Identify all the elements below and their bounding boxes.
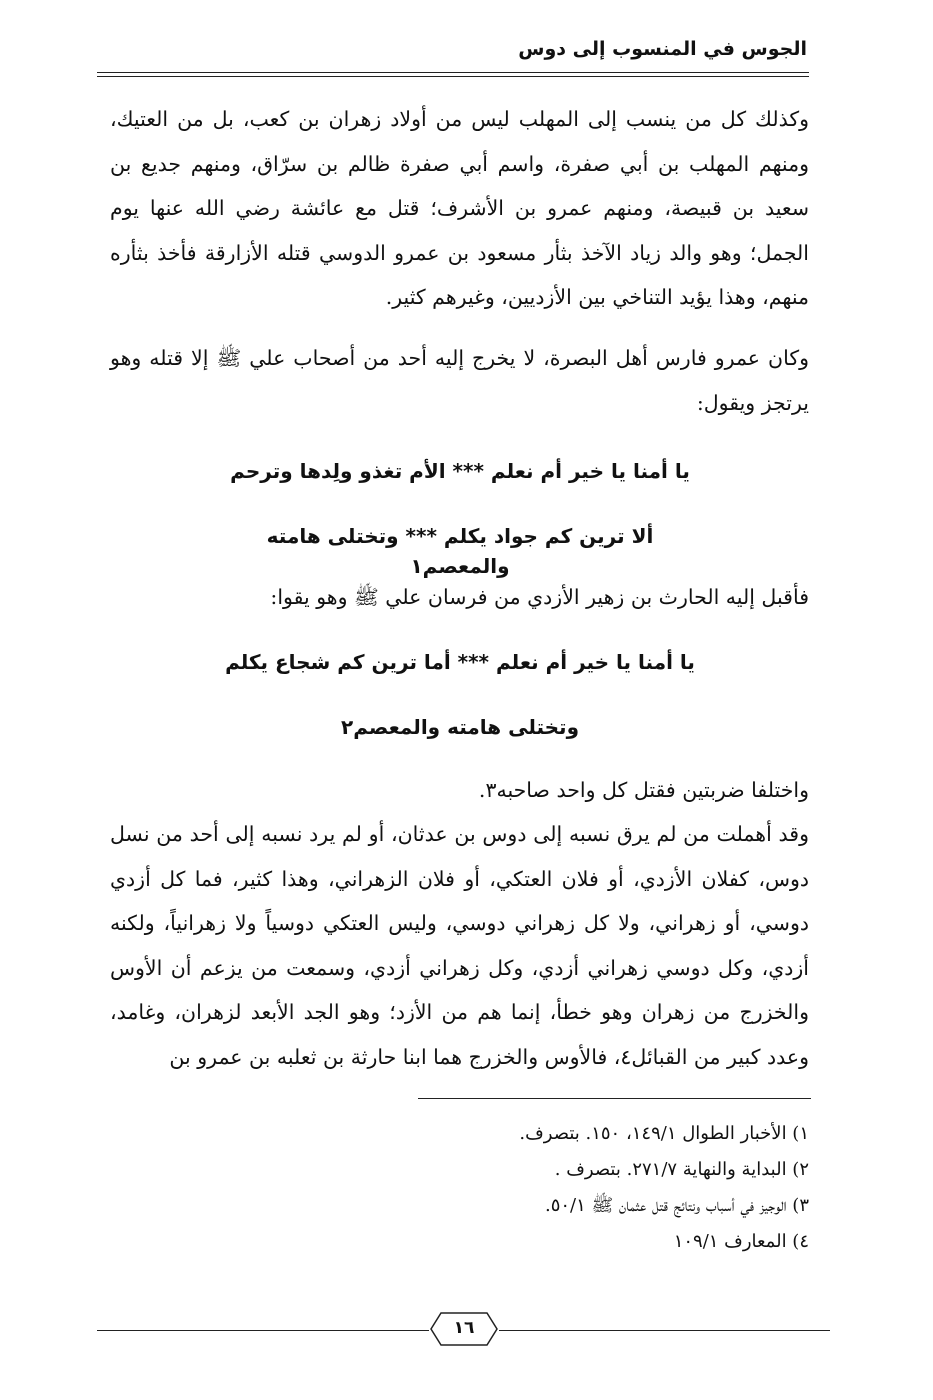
verse-line-2: ألا ترين كم جواد يكلم *** وتختلى هامته والمعصم١ [266,524,654,578]
verse-line-1: يا أمنا يا خير أم نعلم *** الأم تغذو ولِدها وترحم [230,459,690,483]
verse-line-3: يا أمنا يا خير أم نعلم *** أما ترين كم شجاع يكلم [225,650,695,674]
footer-rule-left [97,1330,429,1331]
footer-rule-right [499,1330,830,1331]
footnote-separator [418,1098,811,1099]
paragraph-3: فأقبل إليه الحارث بن زهير الأزدي من فرسان علي ﷺ وهو يقوا: [270,585,809,609]
footnotes [359,1116,809,1260]
footnote-2: ٢) البداية والنهاية ٢٧١/٧. بتصرف . [554,1159,809,1180]
page-number-frame [429,1311,499,1347]
footnote-3: ٣) الوجيز في أسباب ونتائج قتل عثمان ﷺ ٥٠/١. [544,1195,809,1216]
running-header: الجوس في المنسوب إلى دوس [518,38,807,60]
header-rule-top [97,72,809,73]
paragraph-1: وكذلك كل من ينسب إلى المهلب ليس من أولاد زهران بن كعب، بل من العتيك، ومنهم المهلب بن أبي صفرة، واسم أبي صفرة ظالم بن سرّاق، ومنهم جديع بن سعيد بن قبيصة، ومنهم عمرو بن الأشرف؛ قتل مع عائشة رضي الله عنها يوم الجمل؛ وهو والد زياد الآخذ بثأر مسعود بن عمرو الدوسي قتله الأزارقة فأخذ بثأره منهم، وهذا يؤيد التناخي بين الأزديين، وغيرهم كثير. [110,107,809,309]
page-number: ١٦ [453,1318,475,1338]
paragraph-5: وقد أهملت من لم يرق نسبه إلى دوس بن عدثان، أو لم يرد نسبه إلى أحد من نسل دوس، كفلان الأزدي، أو فلان العتكي، أو فلان الزهراني، وهذا كثير، فما كل أزدي دوسي، أو زهراني، ولا كل زهراني دوسي، وليس العتكي دوسياً ولا زهرانياً، ولكنه أزدي، وكل دوسي زهراني أزدي، وكل زهراني أزدي، وسمعت من يزعم أن الأوس والخزرج من زهران وهو خطأ، إنما هم من الأزد؛ وهو الجد الأبعد لزهران، وغامد، وعدد كبير من القبائل٤، فالأوس والخزرج هما ابنا حارثة بن ثعلبه بن عمرو بن [110,822,809,1069]
footnote-1: ١) الأخبار الطوال ١٤٩/١، ١٥٠. بتصرف. [519,1123,809,1144]
header-rule-bottom [97,76,809,77]
verse-line-4: وتختلى هامته والمعصم٢ [341,715,579,739]
paragraph-2: وكان عمرو فارس أهل البصرة، لا يخرج إليه أحد من أصحاب علي ﷺ إلا قتله وهو يرتجز ويقول: [110,346,809,415]
paragraph-4: واختلفا ضربتين فقتل كل واحد صاحبه٣. [478,778,809,802]
footnote-4: ٤) المعارف ١٠٩/١ [673,1231,809,1252]
